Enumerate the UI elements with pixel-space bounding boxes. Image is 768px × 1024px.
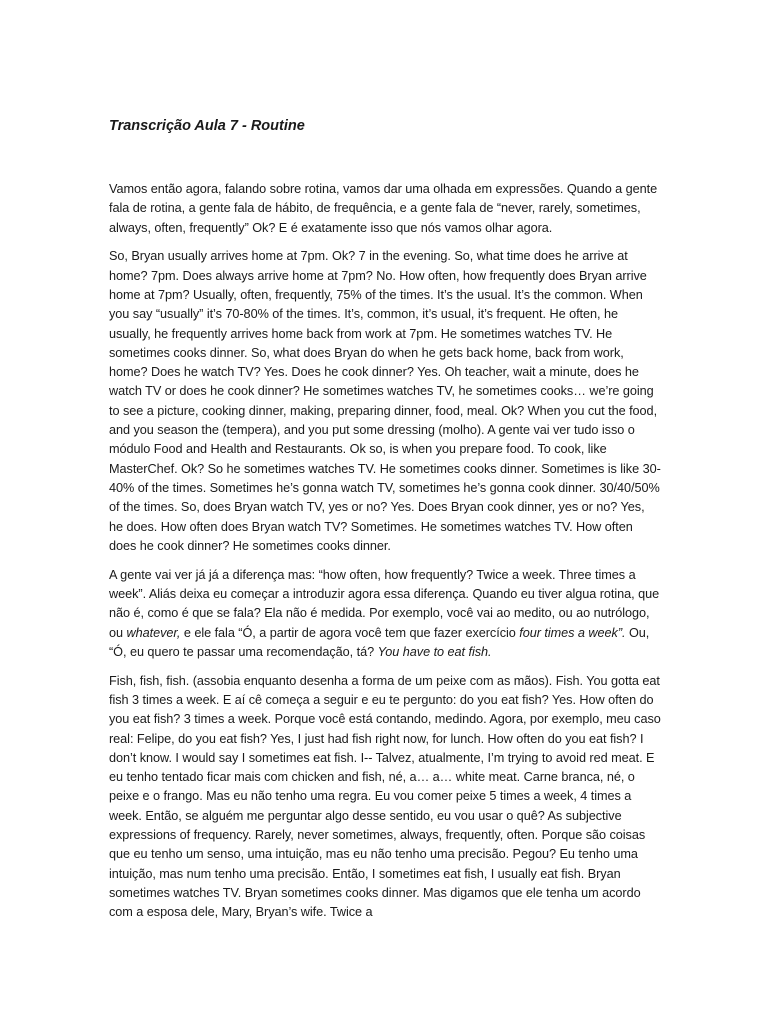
paragraph-text: Vamos então agora, falando sobre rotina, vamos dar uma olhada em expressões. Quando a gente fala de rotina, a gente fala de hábito, de frequência, e a gente fala de “never, rarely, sometimes, always, often, frequently” Ok? E é exatamente isso que nós vamos olhar agora. (109, 182, 658, 235)
italic-text: four times a week”. (519, 625, 626, 640)
paragraph-text: So, Bryan usually arrives home at 7pm. Ok? 7 in the evening. So, what time does he arrive at home? 7pm. Does always arrive home at 7pm? No. How often, how frequently does Bryan arrive home at 7pm? Usually, often, frequently, 75% of the times. It’s the usual. It’s the common. When you say “usually” it’s 70-80% of the times. It’s, common, it’s usual, it’s frequent. He often, he usually, he frequently arrives home back from work at 7pm. He sometimes watches TV. He sometimes cooks dinner. So, what does Bryan do when he gets back home, back from work, home? Does he watch TV? Yes. Does he cook dinner? Yes. Oh teacher, wait a minute, does he watch TV or does he cook dinner? He sometimes watches TV, he sometimes cooks… we’re going to see a picture, cooking dinner, making, preparing dinner, food, meal. Ok? When you cut the food, and you season the (tempera), and you put some dressing (molho). A gente vai ver tudo isso o módulo Food and Health and Restaurants. Ok so, is when you prepare food. To cook, like MasterChef. Ok? So he sometimes watches TV. He sometimes cooks dinner. Sometimes is like 30-40% of the times. Sometimes he’s gonna watch TV, sometimes he’s gonna cook dinner. 30/40/50% of the times. So, does Bryan watch TV, yes or no? Yes. Does Bryan cook dinner, yes or no? Yes, he does. How often does Bryan watch TV? Sometimes. He sometimes watches TV. How often does he cook dinner? He sometimes cooks dinner. (109, 249, 661, 553)
paragraph-text: A gente vai ver já já a diferença mas: “how often, how frequently? Twice a week. Three times a week”. Aliás deixa eu começar a introduzir agora essa diferença. Quando eu tiver algua rotina, que não é, como é que se fala? Ela não é medida. Por exemplo, você vai ao medito, ou ao nutrólogo, ou (109, 567, 660, 640)
paragraph-text: Ou, “Ó, eu quero te passar uma recomendação, tá? (109, 625, 650, 659)
document-title: Transcrição Aula 7 - Routine (109, 118, 305, 134)
document-body (109, 180, 661, 932)
paragraph-1 (109, 180, 661, 238)
paragraph-text: e ele fala “Ó, a partir de agora você tem que fazer exercício (180, 625, 520, 640)
paragraph-2 (109, 247, 661, 556)
paragraph-3 (109, 566, 661, 662)
paragraph-4 (109, 672, 661, 923)
italic-text: You have to eat fish. (377, 644, 492, 659)
paragraph-text: Fish, fish, fish. (assobia enquanto desenha a forma de um peixe com as mãos). Fish. You gotta eat fish 3 times a week. E aí cê começa a seguir e eu te pergunto: do you eat fish? Yes. How often do you eat fish? 3 times a week. Porque você está contando, medindo. Agora, por exemplo, meu caso real: Felipe, do you eat fish? Yes, I just had fish right now, for lunch. How often do you eat fish? I don’t know. I would say I sometimes eat fish. I-- Talvez, atualmente, I’m trying to avoid red meat. E eu tenho tentado ficar mais com chicken and fish, né, a… a… white meat. Carne branca, né, o peixe e o frango. Mas eu não tenho uma regra. Eu vou comer peixe 5 times a week, 4 times a week. Então, se alguém me perguntar algo desse sentido, eu vou usar o quê? As subjective expressions of frequency. Rarely, never sometimes, always, frequently, often. Porque são coisas que eu tenho um senso, uma intuição, mas eu não tenho uma precisão. Pegou? Eu tenho uma intuição, mas num tenho uma precisão. Então, I sometimes eat fish, I usually eat fish. Bryan sometimes watches TV. Bryan sometimes cooks dinner. Mas digamos que ele tenha um acordo com a esposa dele, Mary, Bryan’s wife. Twice a (109, 673, 661, 920)
italic-text: whatever, (126, 625, 181, 640)
